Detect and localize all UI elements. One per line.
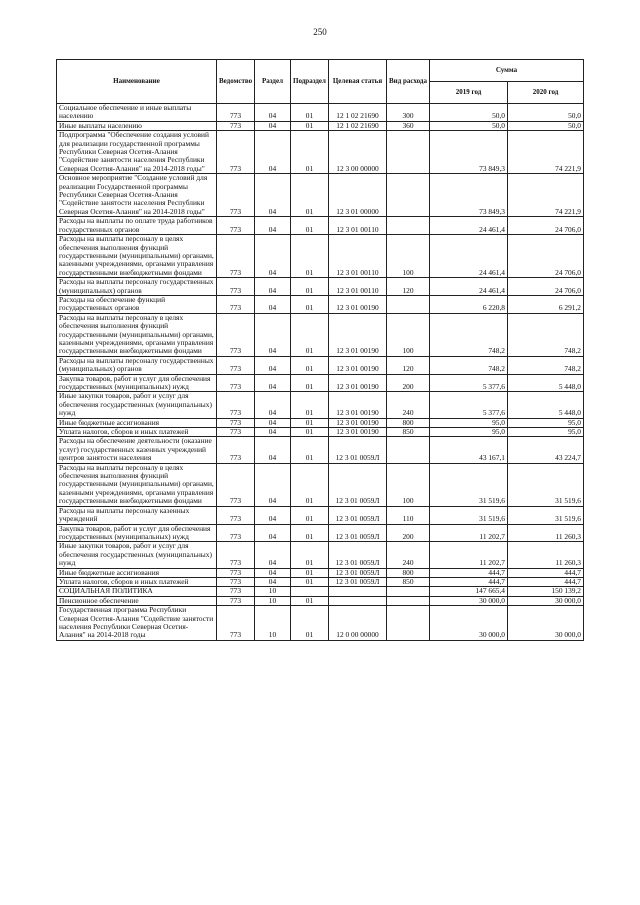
cell-2019: 73 849,3 bbox=[430, 174, 508, 217]
cell-2020: 30 000,0 bbox=[508, 606, 584, 641]
cell-target: 12 3 01 00110 bbox=[329, 217, 387, 235]
cell-dept: 773 bbox=[217, 506, 255, 524]
budget-table bbox=[56, 59, 584, 641]
table-row bbox=[57, 542, 584, 568]
table-row bbox=[57, 392, 584, 418]
cell-exp-type: 200 bbox=[387, 374, 430, 392]
cell-dept: 773 bbox=[217, 428, 255, 437]
table-row bbox=[57, 596, 584, 605]
table-row bbox=[57, 568, 584, 577]
cell-subsection: 01 bbox=[291, 313, 329, 356]
cell-2019: 748,2 bbox=[430, 313, 508, 356]
table-row bbox=[57, 313, 584, 356]
cell-name: Расходы на обеспечение функций государственных органов bbox=[57, 295, 217, 313]
cell-name: Иные бюджетные ассигнования bbox=[57, 568, 217, 577]
cell-exp-type bbox=[387, 295, 430, 313]
cell-exp-type: 800 bbox=[387, 418, 430, 427]
cell-exp-type: 120 bbox=[387, 356, 430, 374]
cell-dept: 773 bbox=[217, 577, 255, 586]
cell-2019: 30 000,0 bbox=[430, 596, 508, 605]
table-row bbox=[57, 418, 584, 427]
cell-2019: 5 377,6 bbox=[430, 374, 508, 392]
cell-2019: 50,0 bbox=[430, 121, 508, 130]
cell-name: Иные бюджетные ассигнования bbox=[57, 418, 217, 427]
cell-dept: 773 bbox=[217, 587, 255, 596]
cell-section: 04 bbox=[255, 392, 291, 418]
cell-section: 04 bbox=[255, 313, 291, 356]
cell-2019: 31 519,6 bbox=[430, 506, 508, 524]
cell-name: Уплата налогов, сборов и иных платежей bbox=[57, 428, 217, 437]
header-target: Целевая статья bbox=[329, 60, 387, 104]
cell-target: 12 3 00 00000 bbox=[329, 131, 387, 174]
cell-dept: 773 bbox=[217, 131, 255, 174]
cell-2020: 444,7 bbox=[508, 577, 584, 586]
cell-subsection: 01 bbox=[291, 542, 329, 568]
cell-subsection: 01 bbox=[291, 131, 329, 174]
cell-subsection: 01 bbox=[291, 463, 329, 506]
cell-2019: 147 665,4 bbox=[430, 587, 508, 596]
cell-target: 12 1 02 21690 bbox=[329, 121, 387, 130]
cell-2020: 444,7 bbox=[508, 568, 584, 577]
cell-name: Подпрограмма "Обеспечение создания условий для реализации государственной программы Республики Северная Осетия-Алания "Содействие занятости населения Республики Северная Осетия-Алания" на 2014-2018 годы" bbox=[57, 131, 217, 174]
cell-target: 12 3 01 0059Л bbox=[329, 568, 387, 577]
cell-name: Расходы на выплаты персоналу в целях обеспечения выполнения функций государственными (муниципальными) органами, казенными учреждениями, органами управления государственными внебюджетными фондами bbox=[57, 313, 217, 356]
cell-section: 04 bbox=[255, 577, 291, 586]
cell-section: 10 bbox=[255, 596, 291, 605]
cell-section: 04 bbox=[255, 104, 291, 122]
cell-subsection: 01 bbox=[291, 217, 329, 235]
cell-name: Основное мероприятие "Создание условий для реализации Государственной программы Республики Северная Осетия-Алания "Содействие занятости населения Республики Северная Осетия-Алания" на 2014-2018 годы" bbox=[57, 174, 217, 217]
cell-name: Расходы на выплаты персоналу казенных учреждений bbox=[57, 506, 217, 524]
cell-exp-type: 240 bbox=[387, 542, 430, 568]
cell-exp-type: 300 bbox=[387, 104, 430, 122]
cell-section: 10 bbox=[255, 587, 291, 596]
cell-2020: 95,0 bbox=[508, 418, 584, 427]
cell-name: Пенсионное обеспечение bbox=[57, 596, 217, 605]
cell-2020: 74 221,9 bbox=[508, 174, 584, 217]
table-row bbox=[57, 506, 584, 524]
cell-2020: 748,2 bbox=[508, 313, 584, 356]
cell-exp-type: 110 bbox=[387, 506, 430, 524]
cell-name: Расходы на выплаты персоналу в целях обеспечения выполнения функций государственными (муниципальными) органами, казенными учреждениями, органами управления государственными внебюджетными фондами bbox=[57, 235, 217, 278]
cell-section: 04 bbox=[255, 568, 291, 577]
cell-target: 12 3 01 00190 bbox=[329, 374, 387, 392]
table-row bbox=[57, 104, 584, 122]
table-row bbox=[57, 356, 584, 374]
cell-name: Иные закупки товаров, работ и услуг для обеспечения государственных (муниципальных) нужд bbox=[57, 542, 217, 568]
table-row bbox=[57, 278, 584, 296]
cell-name: Государственная программа Республики Северная Осетия-Алания "Содействие занятости населения Республики Северная Осетия-Алания" на 2014-2018 годы bbox=[57, 606, 217, 641]
cell-subsection: 01 bbox=[291, 596, 329, 605]
cell-2020: 50,0 bbox=[508, 104, 584, 122]
cell-exp-type: 100 bbox=[387, 463, 430, 506]
cell-section: 04 bbox=[255, 235, 291, 278]
cell-target: 12 3 01 0059Л bbox=[329, 463, 387, 506]
cell-subsection: 01 bbox=[291, 374, 329, 392]
cell-subsection bbox=[291, 587, 329, 596]
cell-section: 04 bbox=[255, 506, 291, 524]
cell-dept: 773 bbox=[217, 524, 255, 542]
cell-exp-type: 200 bbox=[387, 524, 430, 542]
cell-2020: 43 224,7 bbox=[508, 437, 584, 463]
cell-exp-type: 800 bbox=[387, 568, 430, 577]
table-row bbox=[57, 295, 584, 313]
table-row bbox=[57, 437, 584, 463]
cell-dept: 773 bbox=[217, 235, 255, 278]
cell-subsection: 01 bbox=[291, 606, 329, 641]
header-dept: Ведомство bbox=[217, 60, 255, 104]
cell-subsection: 01 bbox=[291, 278, 329, 296]
header-2020: 2020 год bbox=[508, 82, 584, 104]
cell-exp-type bbox=[387, 596, 430, 605]
table-row bbox=[57, 174, 584, 217]
cell-exp-type bbox=[387, 587, 430, 596]
table-row bbox=[57, 131, 584, 174]
cell-subsection: 01 bbox=[291, 506, 329, 524]
cell-dept: 773 bbox=[217, 356, 255, 374]
cell-target: 12 3 01 0059Л bbox=[329, 524, 387, 542]
cell-exp-type: 100 bbox=[387, 235, 430, 278]
cell-target: 12 1 02 21690 bbox=[329, 104, 387, 122]
cell-2019: 24 461,4 bbox=[430, 235, 508, 278]
cell-exp-type bbox=[387, 174, 430, 217]
cell-dept: 773 bbox=[217, 104, 255, 122]
cell-2020: 150 139,2 bbox=[508, 587, 584, 596]
cell-name: Расходы на выплаты персоналу государственных (муниципальных) органов bbox=[57, 278, 217, 296]
cell-name: Социальное обеспечение и иные выплаты населению bbox=[57, 104, 217, 122]
cell-exp-type: 120 bbox=[387, 278, 430, 296]
header-2019: 2019 год bbox=[430, 82, 508, 104]
cell-dept: 773 bbox=[217, 174, 255, 217]
cell-subsection: 01 bbox=[291, 428, 329, 437]
cell-subsection: 01 bbox=[291, 568, 329, 577]
cell-target bbox=[329, 587, 387, 596]
cell-2019: 95,0 bbox=[430, 428, 508, 437]
cell-exp-type bbox=[387, 606, 430, 641]
page-number: 250 bbox=[313, 27, 327, 37]
cell-exp-type: 850 bbox=[387, 428, 430, 437]
cell-2020: 6 291,2 bbox=[508, 295, 584, 313]
cell-subsection: 01 bbox=[291, 235, 329, 278]
cell-exp-type: 100 bbox=[387, 313, 430, 356]
cell-target: 12 3 01 0059Л bbox=[329, 506, 387, 524]
cell-target: 12 3 01 00000 bbox=[329, 174, 387, 217]
cell-target: 12 3 01 00190 bbox=[329, 392, 387, 418]
cell-exp-type bbox=[387, 437, 430, 463]
cell-2020: 24 706,0 bbox=[508, 235, 584, 278]
cell-2020: 74 221,9 bbox=[508, 131, 584, 174]
cell-section: 04 bbox=[255, 428, 291, 437]
cell-2019: 30 000,0 bbox=[430, 606, 508, 641]
table-row bbox=[57, 463, 584, 506]
cell-target: 12 3 01 00190 bbox=[329, 313, 387, 356]
cell-2020: 50,0 bbox=[508, 121, 584, 130]
table-row bbox=[57, 235, 584, 278]
header-subsection: Подраздел bbox=[291, 60, 329, 104]
cell-section: 04 bbox=[255, 121, 291, 130]
cell-name: Расходы на выплаты по оплате труда работников государственных органов bbox=[57, 217, 217, 235]
cell-2019: 5 377,6 bbox=[430, 392, 508, 418]
cell-subsection: 01 bbox=[291, 174, 329, 217]
table-row bbox=[57, 121, 584, 130]
cell-subsection: 01 bbox=[291, 356, 329, 374]
cell-dept: 773 bbox=[217, 217, 255, 235]
cell-target: 12 3 01 00110 bbox=[329, 278, 387, 296]
cell-section: 04 bbox=[255, 463, 291, 506]
cell-section: 04 bbox=[255, 437, 291, 463]
cell-2020: 5 448,0 bbox=[508, 392, 584, 418]
cell-2020: 11 260,3 bbox=[508, 524, 584, 542]
cell-subsection: 01 bbox=[291, 121, 329, 130]
cell-target: 12 3 01 00190 bbox=[329, 428, 387, 437]
cell-subsection: 01 bbox=[291, 577, 329, 586]
cell-subsection: 01 bbox=[291, 295, 329, 313]
cell-2019: 748,2 bbox=[430, 356, 508, 374]
cell-subsection: 01 bbox=[291, 437, 329, 463]
cell-exp-type: 850 bbox=[387, 577, 430, 586]
cell-2019: 31 519,6 bbox=[430, 463, 508, 506]
cell-dept: 773 bbox=[217, 606, 255, 641]
cell-2020: 5 448,0 bbox=[508, 374, 584, 392]
table-row bbox=[57, 217, 584, 235]
cell-2020: 24 706,0 bbox=[508, 278, 584, 296]
table-row bbox=[57, 524, 584, 542]
cell-exp-type bbox=[387, 131, 430, 174]
cell-name: СОЦИАЛЬНАЯ ПОЛИТИКА bbox=[57, 587, 217, 596]
cell-2019: 24 461,4 bbox=[430, 217, 508, 235]
cell-dept: 773 bbox=[217, 278, 255, 296]
header-section: Раздел bbox=[255, 60, 291, 104]
cell-2019: 11 202,7 bbox=[430, 542, 508, 568]
cell-dept: 773 bbox=[217, 542, 255, 568]
cell-2019: 95,0 bbox=[430, 418, 508, 427]
table-row bbox=[57, 374, 584, 392]
cell-subsection: 01 bbox=[291, 392, 329, 418]
header-sum: Сумма bbox=[430, 60, 584, 82]
cell-dept: 773 bbox=[217, 418, 255, 427]
cell-section: 04 bbox=[255, 524, 291, 542]
table-row bbox=[57, 577, 584, 586]
header-name: Наименование bbox=[57, 60, 217, 104]
cell-subsection: 01 bbox=[291, 104, 329, 122]
cell-section: 04 bbox=[255, 217, 291, 235]
cell-section: 10 bbox=[255, 606, 291, 641]
cell-name: Закупка товаров, работ и услуг для обеспечения государственных (муниципальных) нужд bbox=[57, 374, 217, 392]
cell-2020: 31 519,6 bbox=[508, 506, 584, 524]
cell-subsection: 01 bbox=[291, 524, 329, 542]
cell-dept: 773 bbox=[217, 463, 255, 506]
cell-target bbox=[329, 596, 387, 605]
cell-section: 04 bbox=[255, 131, 291, 174]
cell-2020: 30 000,0 bbox=[508, 596, 584, 605]
cell-section: 04 bbox=[255, 418, 291, 427]
cell-2019: 6 220,8 bbox=[430, 295, 508, 313]
cell-2020: 748,2 bbox=[508, 356, 584, 374]
cell-section: 04 bbox=[255, 174, 291, 217]
cell-section: 04 bbox=[255, 295, 291, 313]
cell-target: 12 0 00 00000 bbox=[329, 606, 387, 641]
cell-2019: 73 849,3 bbox=[430, 131, 508, 174]
cell-name: Расходы на выплаты персоналу государственных (муниципальных) органов bbox=[57, 356, 217, 374]
cell-exp-type: 240 bbox=[387, 392, 430, 418]
cell-2019: 50,0 bbox=[430, 104, 508, 122]
cell-name: Иные закупки товаров, работ и услуг для обеспечения государственных (муниципальных) нужд bbox=[57, 392, 217, 418]
table-row bbox=[57, 587, 584, 596]
cell-name: Расходы на обеспечение деятельности (оказание услуг) государственных казенных учреждений центров занятости населения bbox=[57, 437, 217, 463]
cell-dept: 773 bbox=[217, 596, 255, 605]
cell-section: 04 bbox=[255, 356, 291, 374]
cell-exp-type: 360 bbox=[387, 121, 430, 130]
cell-target: 12 3 01 0059Л bbox=[329, 577, 387, 586]
cell-dept: 773 bbox=[217, 392, 255, 418]
cell-2020: 95,0 bbox=[508, 428, 584, 437]
cell-2020: 31 519,6 bbox=[508, 463, 584, 506]
cell-2019: 11 202,7 bbox=[430, 524, 508, 542]
table-body bbox=[57, 104, 584, 641]
header-exp-type: Вид расхода bbox=[387, 60, 430, 104]
cell-name: Уплата налогов, сборов и иных платежей bbox=[57, 577, 217, 586]
cell-2019: 444,7 bbox=[430, 577, 508, 586]
cell-dept: 773 bbox=[217, 568, 255, 577]
cell-section: 04 bbox=[255, 542, 291, 568]
cell-exp-type bbox=[387, 217, 430, 235]
cell-2019: 444,7 bbox=[430, 568, 508, 577]
cell-target: 12 3 01 00190 bbox=[329, 356, 387, 374]
cell-dept: 773 bbox=[217, 374, 255, 392]
table-row bbox=[57, 606, 584, 641]
cell-dept: 773 bbox=[217, 121, 255, 130]
cell-name: Расходы на выплаты персоналу в целях обеспечения выполнения функций государственными (муниципальными) органами, казенными учреждениями, органами управления государственными внебюджетными фондами bbox=[57, 463, 217, 506]
cell-name: Иные выплаты населению bbox=[57, 121, 217, 130]
cell-2020: 11 260,3 bbox=[508, 542, 584, 568]
cell-dept: 773 bbox=[217, 295, 255, 313]
cell-target: 12 3 01 00190 bbox=[329, 295, 387, 313]
cell-subsection: 01 bbox=[291, 418, 329, 427]
cell-name: Закупка товаров, работ и услуг для обеспечения государственных (муниципальных) нужд bbox=[57, 524, 217, 542]
cell-target: 12 3 01 0059Л bbox=[329, 437, 387, 463]
cell-2020: 24 706,0 bbox=[508, 217, 584, 235]
cell-dept: 773 bbox=[217, 313, 255, 356]
table-row bbox=[57, 428, 584, 437]
cell-target: 12 3 01 00110 bbox=[329, 235, 387, 278]
cell-dept: 773 bbox=[217, 437, 255, 463]
cell-section: 04 bbox=[255, 278, 291, 296]
cell-section: 04 bbox=[255, 374, 291, 392]
cell-target: 12 3 01 00190 bbox=[329, 418, 387, 427]
cell-2019: 24 461,4 bbox=[430, 278, 508, 296]
cell-target: 12 3 01 0059Л bbox=[329, 542, 387, 568]
cell-2019: 43 167,1 bbox=[430, 437, 508, 463]
